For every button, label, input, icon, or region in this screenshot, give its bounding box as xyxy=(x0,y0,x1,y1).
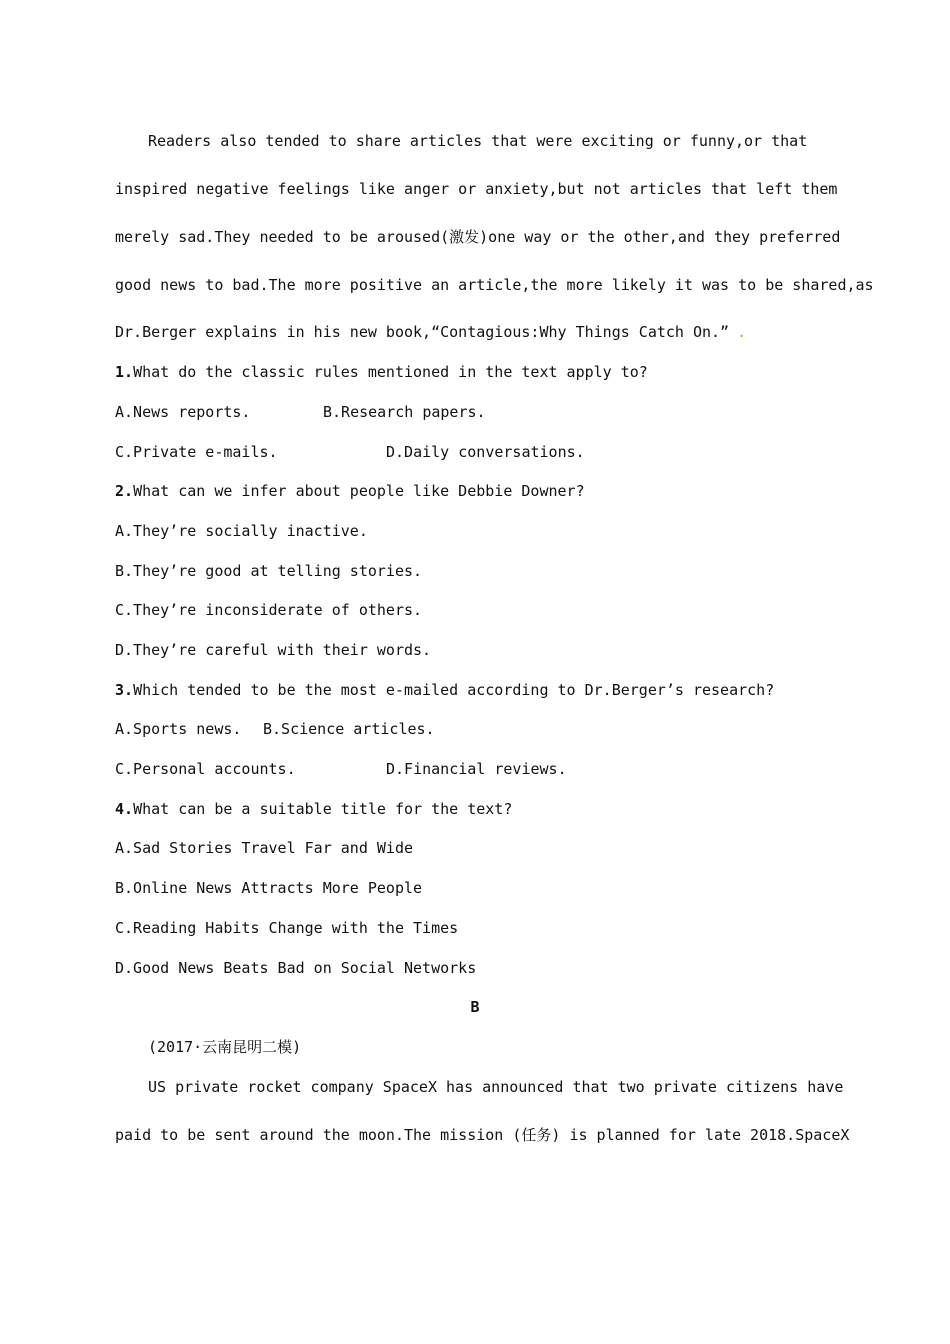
option-b: B.Science articles. xyxy=(263,720,435,738)
question-number: 4. xyxy=(115,800,134,818)
option-d: D.Financial reviews. xyxy=(386,760,567,778)
option-b: B.They’re good at telling stories. xyxy=(115,562,423,580)
passage-line: paid to be sent around the moon.The mission (任务) is planned for late 2018.SpaceX xyxy=(115,1126,850,1144)
option-b: B.Online News Attracts More People xyxy=(115,879,423,897)
passage-line: merely sad.They needed to be aroused(激发)one way or the other,and they preferred xyxy=(115,228,841,246)
option-d: D.Daily conversations. xyxy=(386,443,585,461)
option-a: A.They’re socially inactive. xyxy=(115,522,368,540)
question-stem xyxy=(115,362,648,382)
question-number: 2. xyxy=(115,482,134,500)
question-stem xyxy=(115,799,512,819)
option-a: A.News reports. xyxy=(115,403,251,421)
question-text: What do the classic rules mentioned in the text apply to? xyxy=(133,363,648,381)
option-a: A.Sports news. xyxy=(115,720,242,738)
question-text: What can be a suitable title for the text? xyxy=(133,800,513,818)
option-d: D.They’re careful with their words. xyxy=(115,641,432,659)
passage-line: good news to bad.The more positive an article,the more likely it was to be shared,as xyxy=(115,276,874,294)
passage-line-text: Dr.Berger explains in his new book,“Contagious:Why Things Catch On.” xyxy=(115,323,730,341)
stray-mark: . xyxy=(737,323,747,341)
section-heading: B xyxy=(470,998,480,1016)
passage-line: inspired negative feelings like anger or anxiety,but not articles that left them xyxy=(115,180,838,198)
option-a: A.Sad Stories Travel Far and Wide xyxy=(115,839,414,857)
question-number: 1. xyxy=(115,363,134,381)
option-c: C.They’re inconsiderate of others. xyxy=(115,601,423,619)
question-text: Which tended to be the most e-mailed according to Dr.Berger’s research? xyxy=(133,681,775,699)
option-c: C.Reading Habits Change with the Times xyxy=(115,919,459,937)
option-b: B.Research papers. xyxy=(323,403,486,421)
passage-line: US private rocket company SpaceX has announced that two private citizens have xyxy=(148,1078,844,1096)
question-number: 3. xyxy=(115,681,134,699)
passage-line: Readers also tended to share articles that were exciting or funny,or that xyxy=(148,132,808,150)
option-c: C.Private e-mails. xyxy=(115,443,278,461)
source-note: (2017·云南昆明二模) xyxy=(148,1038,302,1056)
option-d: D.Good News Beats Bad on Social Networks xyxy=(115,959,477,977)
question-text: What can we infer about people like Debbie Downer? xyxy=(133,482,585,500)
passage-line xyxy=(115,322,746,342)
option-c: C.Personal accounts. xyxy=(115,760,296,778)
question-stem xyxy=(115,680,774,700)
question-stem xyxy=(115,481,585,501)
